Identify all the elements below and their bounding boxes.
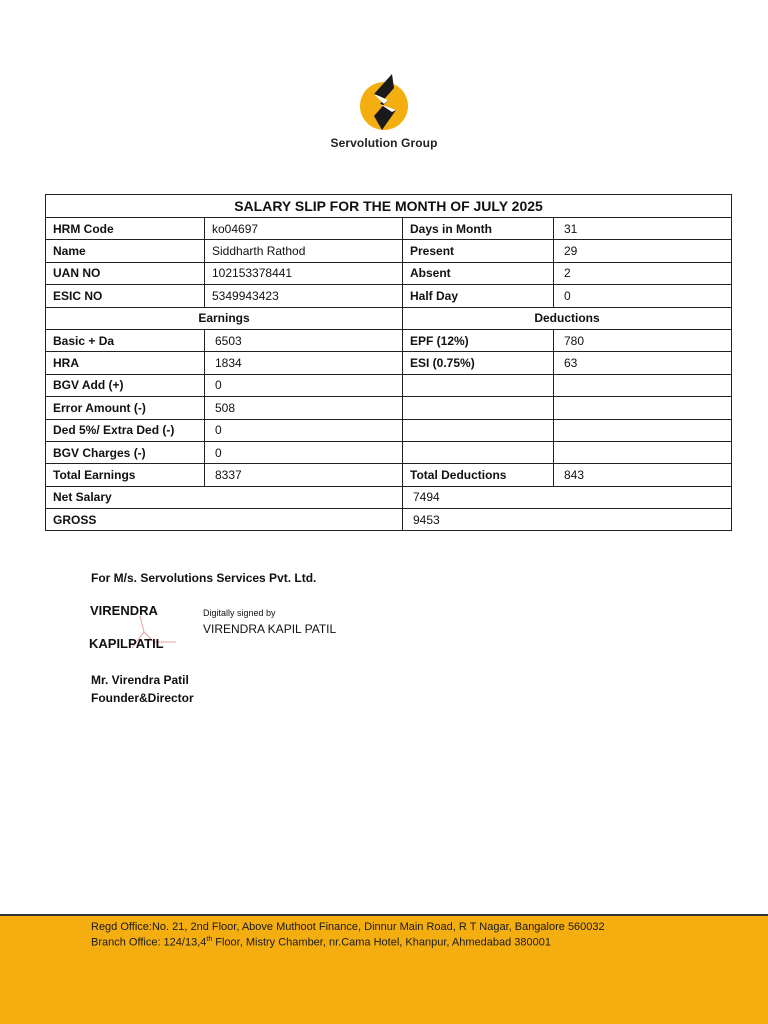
table-row: [46, 352, 732, 374]
signer-title: Founder&Director: [91, 691, 194, 705]
earning-label: HRA: [46, 352, 205, 374]
info-row: [46, 262, 732, 284]
signature-name-line1: VIRENDRA: [90, 603, 158, 618]
servolution-logo-icon: [358, 72, 410, 132]
attendance-label: Days in Month: [403, 218, 554, 240]
deduction-label: [403, 397, 554, 419]
earning-value: 0: [205, 419, 403, 441]
net-salary-value: 7494: [403, 486, 732, 508]
table-row: [46, 397, 732, 419]
info-row: [46, 240, 732, 262]
regd-office-address: Regd Office:No. 21, 2nd Floor, Above Muthoot Finance, Dinnur Main Road, R T Nagar, Bangalore 560032: [91, 921, 605, 933]
earning-label: BGV Add (+): [46, 374, 205, 396]
deduction-value: [554, 374, 732, 396]
earning-label: Basic + Da: [46, 329, 205, 351]
table-row: [46, 374, 732, 396]
deduction-label: [403, 419, 554, 441]
earning-value: 6503: [205, 329, 403, 351]
total-deductions-label: Total Deductions: [403, 464, 554, 486]
earning-value: 1834: [205, 352, 403, 374]
attendance-label: Absent: [403, 262, 554, 284]
net-salary-label: Net Salary: [46, 486, 403, 508]
info-value: ko04697: [205, 218, 403, 240]
deduction-label: [403, 374, 554, 396]
slip-title: SALARY SLIP FOR THE MONTH OF JULY 2025: [46, 195, 732, 218]
digitally-signed-label: Digitally signed by: [203, 608, 276, 618]
attendance-label: Half Day: [403, 285, 554, 307]
earning-value: 0: [205, 441, 403, 463]
attendance-value: 31: [554, 218, 732, 240]
deductions-header: Deductions: [403, 307, 732, 329]
digitally-signed-name: VIRENDRA KAPIL PATIL: [203, 622, 337, 636]
info-value: Siddharth Rathod: [205, 240, 403, 262]
gross-label: GROSS: [46, 509, 403, 531]
total-earnings-value: 8337: [205, 464, 403, 486]
deduction-value: [554, 397, 732, 419]
attendance-value: 0: [554, 285, 732, 307]
info-label: Name: [46, 240, 205, 262]
for-company-text: For M/s. Servolutions Services Pvt. Ltd.: [91, 571, 317, 585]
deduction-value: 63: [554, 352, 732, 374]
table-row: [46, 441, 732, 463]
branch-office-address: [91, 936, 551, 949]
deduction-label: [403, 441, 554, 463]
salary-slip-table: [45, 194, 732, 531]
earnings-header: Earnings: [46, 307, 403, 329]
gross-value: 9453: [403, 509, 732, 531]
attendance-label: Present: [403, 240, 554, 262]
branch-sup: th: [206, 936, 213, 943]
info-label: HRM Code: [46, 218, 205, 240]
attendance-value: 2: [554, 262, 732, 284]
earning-label: BGV Charges (-): [46, 441, 205, 463]
earning-value: 0: [205, 374, 403, 396]
footer-band: [0, 914, 768, 1024]
deduction-value: [554, 441, 732, 463]
earning-value: 508: [205, 397, 403, 419]
info-row: [46, 285, 732, 307]
signer-name: Mr. Virendra Patil: [91, 673, 189, 687]
attendance-value: 29: [554, 240, 732, 262]
company-name: Servolution Group: [330, 136, 438, 150]
net-salary-row: [46, 486, 732, 508]
info-label: ESIC NO: [46, 285, 205, 307]
gross-row: [46, 509, 732, 531]
info-row: [46, 218, 732, 240]
section-header-row: [46, 307, 732, 329]
branch-prefix: Branch Office: 124/13,4: [91, 936, 207, 949]
deduction-value: 780: [554, 329, 732, 351]
info-label: UAN NO: [46, 262, 205, 284]
total-earnings-label: Total Earnings: [46, 464, 205, 486]
total-deductions-value: 843: [554, 464, 732, 486]
info-value: 5349943423: [205, 285, 403, 307]
deduction-label: EPF (12%): [403, 329, 554, 351]
branch-suffix: Floor, Mistry Chamber, nr.Cama Hotel, Khanpur, Ahmedabad 380001: [212, 936, 551, 949]
totals-row: [46, 464, 732, 486]
deduction-value: [554, 419, 732, 441]
deduction-label: ESI (0.75%): [403, 352, 554, 374]
title-row: [46, 195, 732, 218]
table-row: [46, 329, 732, 351]
signature-name-line2: KAPILPATIL: [89, 636, 164, 651]
info-value: 102153378441: [205, 262, 403, 284]
table-row: [46, 419, 732, 441]
earning-label: Error Amount (-): [46, 397, 205, 419]
earning-label: Ded 5%/ Extra Ded (-): [46, 419, 205, 441]
company-logo: [328, 72, 440, 158]
